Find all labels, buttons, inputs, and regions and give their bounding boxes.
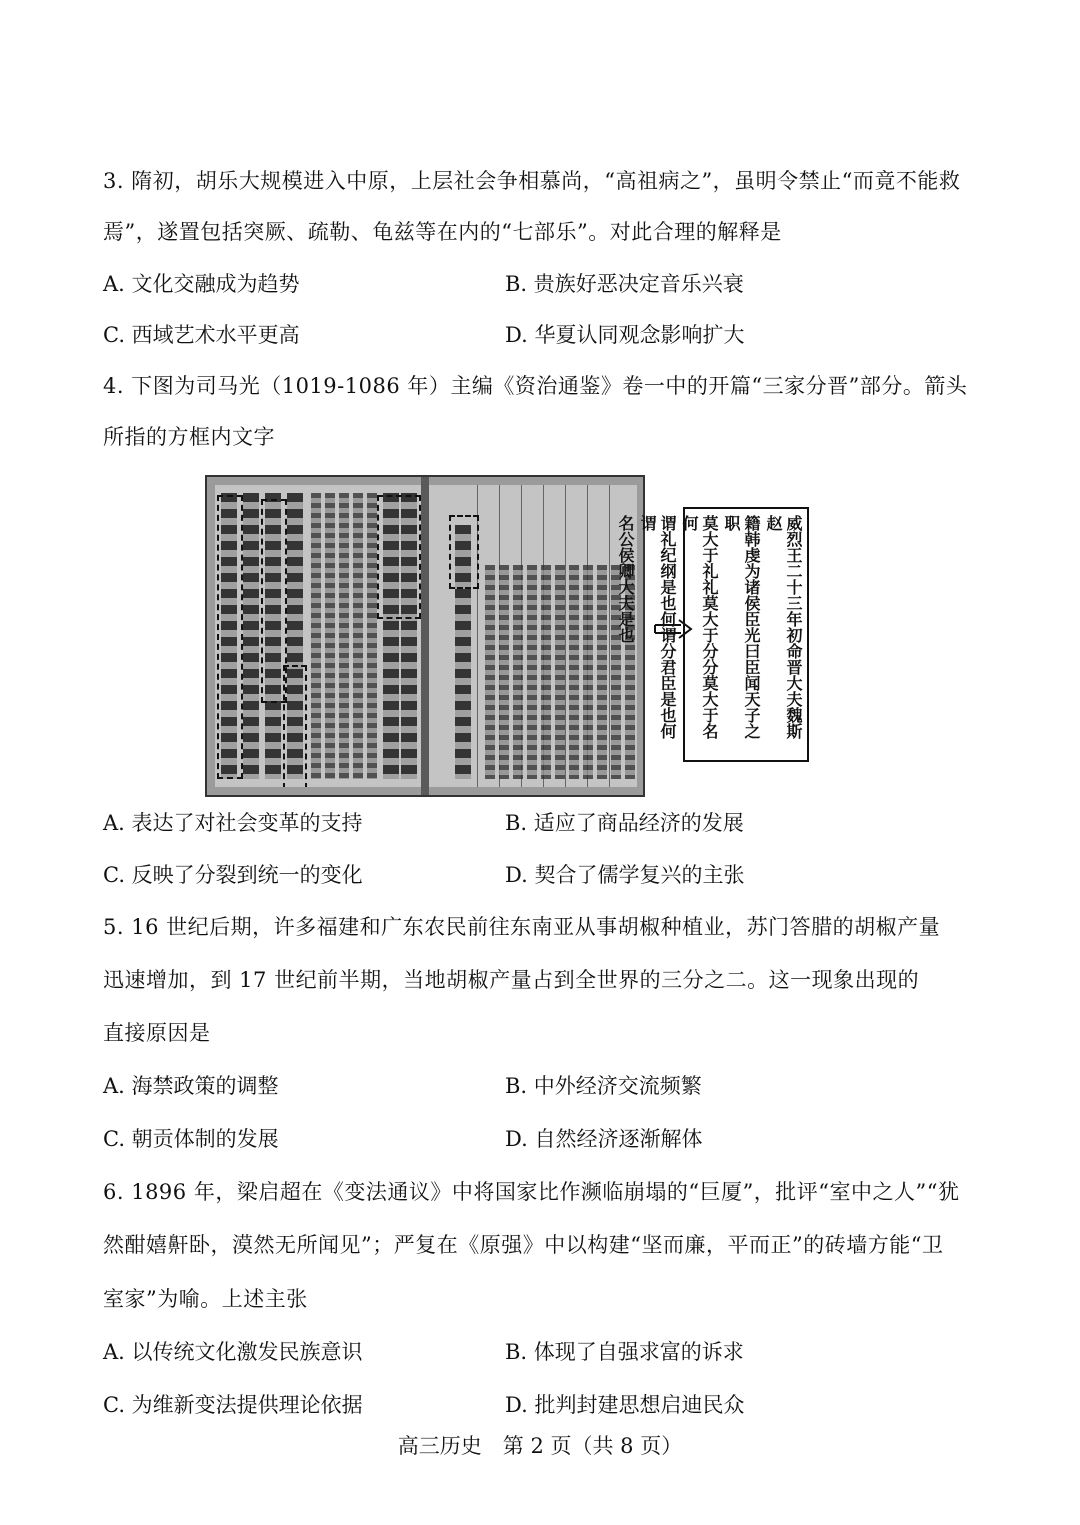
transcript-column: 谓礼纪纲是也何谓分君臣是也何谓 [638, 515, 677, 739]
q3-option-b: B. 贵族好恶决定音乐兴衰 [505, 272, 744, 296]
q6-option-b: B. 体现了自强求富的诉求 [505, 1340, 744, 1364]
q3-stem-line2: 焉”，遂置包括突厥、疏勒、龟兹等在内的“七部乐”。对此合理的解释是 [103, 220, 782, 244]
transcript-column: 莫大于礼礼莫大于分分莫大于名何 [680, 515, 719, 739]
q4-stem-line1: 4. 下图为司马光（1019-1086 年）主编《资治通鉴》卷一中的开篇“三家分晋”部分。箭头 [103, 374, 968, 398]
q5-stem-line3: 直接原因是 [103, 1021, 211, 1045]
book-right-page [429, 485, 637, 787]
q5-stem-line2: 迅速增加，到 17 世纪前半期，当地胡椒产量占到全世界的三分之二。这一现象出现的 [103, 968, 920, 992]
q3-option-a: A. 文化交融成为趋势 [103, 272, 300, 296]
q6-option-a: A. 以传统文化激发民族意识 [103, 1340, 363, 1364]
transcript-box [616, 507, 809, 762]
book-page-photo [205, 475, 645, 797]
q3-option-d: D. 华夏认同观念影响扩大 [505, 323, 745, 347]
q6-stem-line3: 室家”为喻。上述主张 [103, 1287, 308, 1311]
q5-option-c: C. 朝贡体制的发展 [103, 1127, 279, 1151]
q5-option-b: B. 中外经济交流频繁 [505, 1074, 702, 1098]
q5-stem-line1: 5. 16 世纪后期，许多福建和广东农民前往东南亚从事胡椒种植业，苏门答腊的胡椒产量 [103, 915, 941, 939]
q3-option-c: C. 西域艺术水平更高 [103, 323, 300, 347]
transcript-column: 威烈王二十三年初命晋大夫魏斯赵 [764, 515, 803, 739]
q3-stem-line1: 3. 隋初，胡乐大规模进入中原，上层社会争相慕尚，“高祖病之”，虽明令禁止“而竟不能救 [103, 169, 961, 193]
transcript-column: 籍韩虔为诸侯臣光曰臣闻天子之职 [722, 515, 761, 739]
q6-stem-line1: 6. 1896 年，梁启超在《变法通议》中将国家比作濒临崩塌的“巨厦”，批评“室中之人”“犹 [103, 1180, 960, 1204]
q4-option-b: B. 适应了商品经济的发展 [505, 811, 744, 835]
q5-option-d: D. 自然经济逐渐解体 [505, 1127, 703, 1151]
q6-stem-line2: 然酣嬉鼾卧，漠然无所闻见”；严复在《原强》中以构建“坚而廉，平而正”的砖墙方能“卫 [103, 1233, 944, 1257]
q4-option-d: D. 契合了儒学复兴的主张 [505, 863, 745, 887]
q6-option-d: D. 批判封建思想启迪民众 [505, 1393, 745, 1417]
transcript-column: 名公侯卿大夫是也 [616, 515, 635, 643]
q5-option-a: A. 海禁政策的调整 [103, 1074, 279, 1098]
zizhi-tongjian-figure [205, 475, 1035, 797]
page-footer: 高三历史 第 2 页（共 8 页） [397, 1434, 683, 1458]
book-left-page [215, 485, 421, 787]
q4-option-c: C. 反映了分裂到统一的变化 [103, 863, 363, 887]
q4-stem-line2: 所指的方框内文字 [103, 425, 275, 449]
q4-option-a: A. 表达了对社会变革的支持 [103, 811, 363, 835]
q6-option-c: C. 为维新变法提供理论依据 [103, 1393, 363, 1417]
